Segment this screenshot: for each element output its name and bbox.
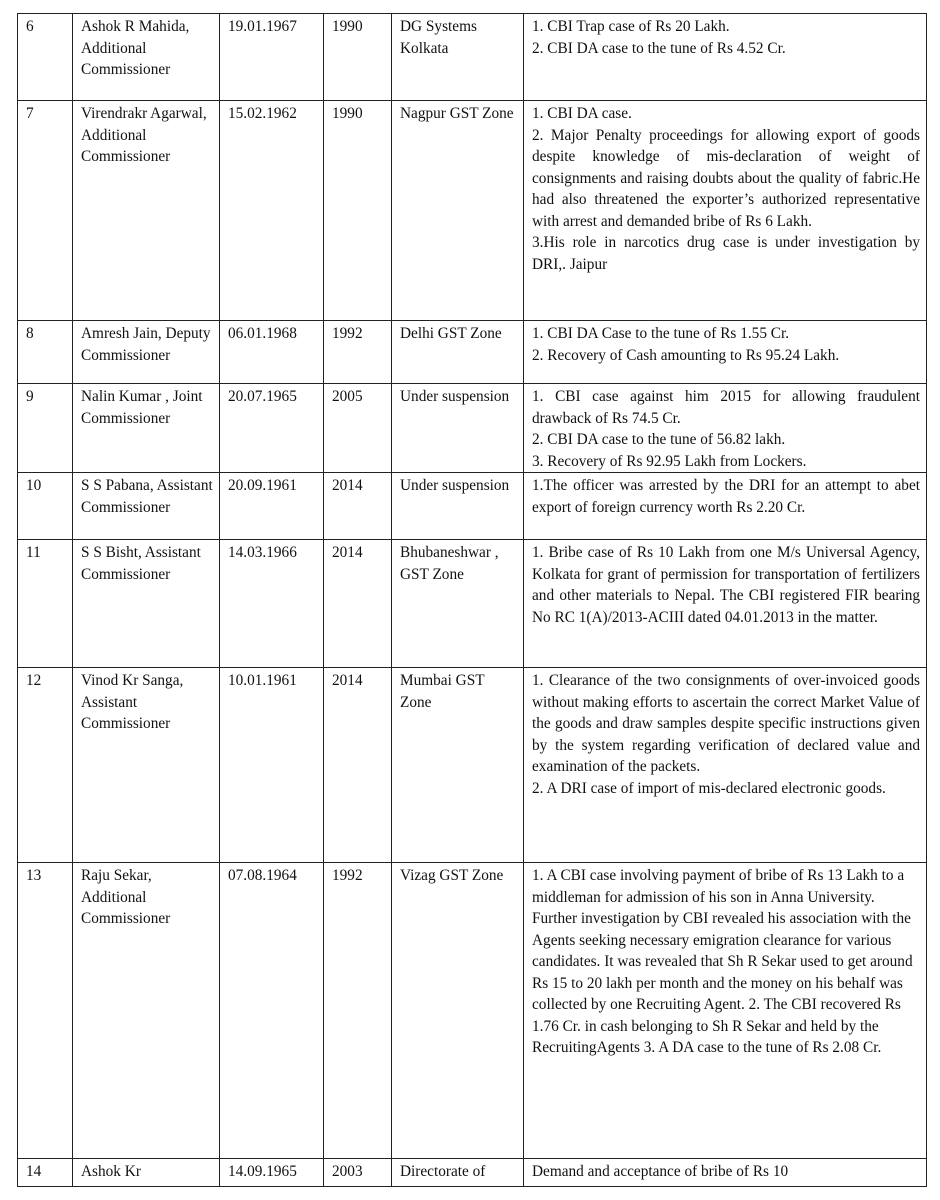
batch-year-cell: 2003	[324, 1159, 392, 1187]
case-detail-item: 1.The officer was arrested by the DRI for an attempt to abet export of foreign currency worth Rs 2.20 Cr.	[532, 477, 920, 516]
table-row	[18, 14, 927, 101]
date-of-birth-cell: 06.01.1968	[220, 321, 324, 384]
batch-year-cell: 2014	[324, 668, 392, 863]
case-details-cell	[524, 1159, 927, 1187]
case-detail-item: 1. A CBI case involving payment of bribe of Rs 13 Lakh to a middleman for admission of his son in Anna University. Further investigation by CBI revealed his association with the Agents seeking necessary emigration clearance for various candidates. It was revealed that Sh R Sekar used to get around Rs 15 to 20 lakh per month and the money on his behalf was collected by one Recruiting Agent.	[532, 867, 913, 1013]
case-detail-item: 2. CBI DA case to the tune of Rs 4.52 Cr.	[532, 39, 786, 57]
serial-number-cell: 9	[18, 384, 73, 473]
batch-year-cell: 2014	[324, 540, 392, 668]
officer-name-cell: S S Bisht, Assistant Commissioner	[73, 540, 220, 668]
officer-name-cell: Ashok R Mahida, Additional Commissioner	[73, 14, 220, 101]
serial-number-cell: 8	[18, 321, 73, 384]
date-of-birth-cell: 20.09.1961	[220, 473, 324, 540]
batch-year-cell: 1992	[324, 863, 392, 1159]
serial-number-cell: 14	[18, 1159, 73, 1187]
officer-name-cell: Raju Sekar, Additional Commissioner	[73, 863, 220, 1159]
case-detail-item: 2. The CBI recovered Rs 1.76 Cr. in cash belonging to Sh R Sekar and held by the RecruitingAgents	[532, 996, 901, 1056]
case-detail-item: 2. Recovery of Cash amounting to Rs 95.24 Lakh.	[532, 346, 840, 364]
case-detail-item: 2. A DRI case of import of mis-declared electronic goods.	[532, 779, 886, 797]
batch-year-cell: 2014	[324, 473, 392, 540]
case-detail-item: 2. Major Penalty proceedings for allowing export of goods despite knowledge of mis-declaration of weight of consignments and raising doubts about the quality of fabric.He had also threatened the exporter’s authorized representative with arrest and demanded bribe of Rs 6 Lakh.	[532, 126, 920, 230]
case-details-cell	[524, 473, 927, 540]
case-detail-item: 1. CBI DA case.	[532, 105, 632, 122]
case-details-cell	[524, 863, 927, 1159]
case-detail-item: 3.His role in narcotics drug case is under investigation by DRI,. Jaipur	[532, 234, 920, 273]
batch-year-cell: 2005	[324, 384, 392, 473]
batch-year-cell: 1990	[324, 14, 392, 101]
serial-number-cell: 10	[18, 473, 73, 540]
serial-number-cell: 12	[18, 668, 73, 863]
date-of-birth-cell: 20.07.1965	[220, 384, 324, 473]
table-row	[18, 101, 927, 321]
officer-name-cell: S S Pabana, Assistant Commissioner	[73, 473, 220, 540]
date-of-birth-cell: 14.09.1965	[220, 1159, 324, 1187]
serial-number-cell: 7	[18, 101, 73, 321]
officer-name-cell: Nalin Kumar , Joint Commissioner	[73, 384, 220, 473]
case-detail-item: 1. Bribe case of Rs 10 Lakh from one M/s Universal Agency, Kolkata for grant of permission for transportation of fertilizers and other materials to Nepal. The CBI registered FIR bearing No RC 1(A)/2013-ACIII dated 04.01.2013 in the matter.	[532, 544, 920, 626]
posting-cell: DG Systems Kolkata	[392, 14, 524, 101]
officers-table	[17, 13, 927, 1187]
officer-name-cell: Amresh Jain, Deputy Commissioner	[73, 321, 220, 384]
case-details-cell	[524, 101, 927, 321]
date-of-birth-cell: 14.03.1966	[220, 540, 324, 668]
officer-name-cell: Virendrakr Agarwal, Additional Commissioner	[73, 101, 220, 321]
posting-cell: Directorate of	[392, 1159, 524, 1187]
serial-number-cell: 6	[18, 14, 73, 101]
posting-cell: Vizag GST Zone	[392, 863, 524, 1159]
case-details-cell	[524, 14, 927, 101]
officer-name-cell: Ashok Kr	[73, 1159, 220, 1187]
posting-cell: Under suspension	[392, 473, 524, 540]
table-row	[18, 540, 927, 668]
case-details-cell	[524, 384, 927, 473]
posting-cell: Bhubaneshwar , GST Zone	[392, 540, 524, 668]
case-details-cell	[524, 540, 927, 668]
case-detail-item: 1. CBI DA Case to the tune of Rs 1.55 Cr.	[532, 325, 790, 342]
table-row	[18, 1159, 927, 1187]
table-row	[18, 863, 927, 1159]
posting-cell: Nagpur GST Zone	[392, 101, 524, 321]
officer-name-cell: Vinod Kr Sanga, Assistant Commissioner	[73, 668, 220, 863]
table-row	[18, 473, 927, 540]
case-detail-item: 1. CBI Trap case of Rs 20 Lakh.	[532, 18, 730, 35]
table-row	[18, 668, 927, 863]
posting-cell: Delhi GST Zone	[392, 321, 524, 384]
serial-number-cell: 11	[18, 540, 73, 668]
posting-cell: Under suspension	[392, 384, 524, 473]
batch-year-cell: 1990	[324, 101, 392, 321]
case-details-cell	[524, 321, 927, 384]
table-row	[18, 321, 927, 384]
posting-cell: Mumbai GST Zone	[392, 668, 524, 863]
case-detail-item: 3. A DA case to the tune of Rs 2.08 Cr.	[643, 1039, 882, 1056]
date-of-birth-cell: 15.02.1962	[220, 101, 324, 321]
date-of-birth-cell: 07.08.1964	[220, 863, 324, 1159]
case-detail-item: 2. CBI DA case to the tune of 56.82 lakh.	[532, 431, 786, 448]
case-detail-item: 1. CBI case against him 2015 for allowing fraudulent drawback of Rs 74.5 Cr.	[532, 388, 920, 427]
table-row	[18, 384, 927, 473]
case-details-cell	[524, 668, 927, 863]
batch-year-cell: 1992	[324, 321, 392, 384]
date-of-birth-cell: 10.01.1961	[220, 668, 324, 863]
case-detail-item: 3. Recovery of Rs 92.95 Lakh from Lockers.	[532, 452, 807, 470]
case-detail-item: Demand and acceptance of bribe of Rs 10	[532, 1163, 789, 1180]
date-of-birth-cell: 19.01.1967	[220, 14, 324, 101]
serial-number-cell: 13	[18, 863, 73, 1159]
case-detail-item: 1. Clearance of the two consignments of over-invoiced goods without making efforts to ascertain the correct Market Value of the goods and draw samples despite specific instructions given by the system regarding verification of declared value and examination of the packets.	[532, 672, 920, 775]
